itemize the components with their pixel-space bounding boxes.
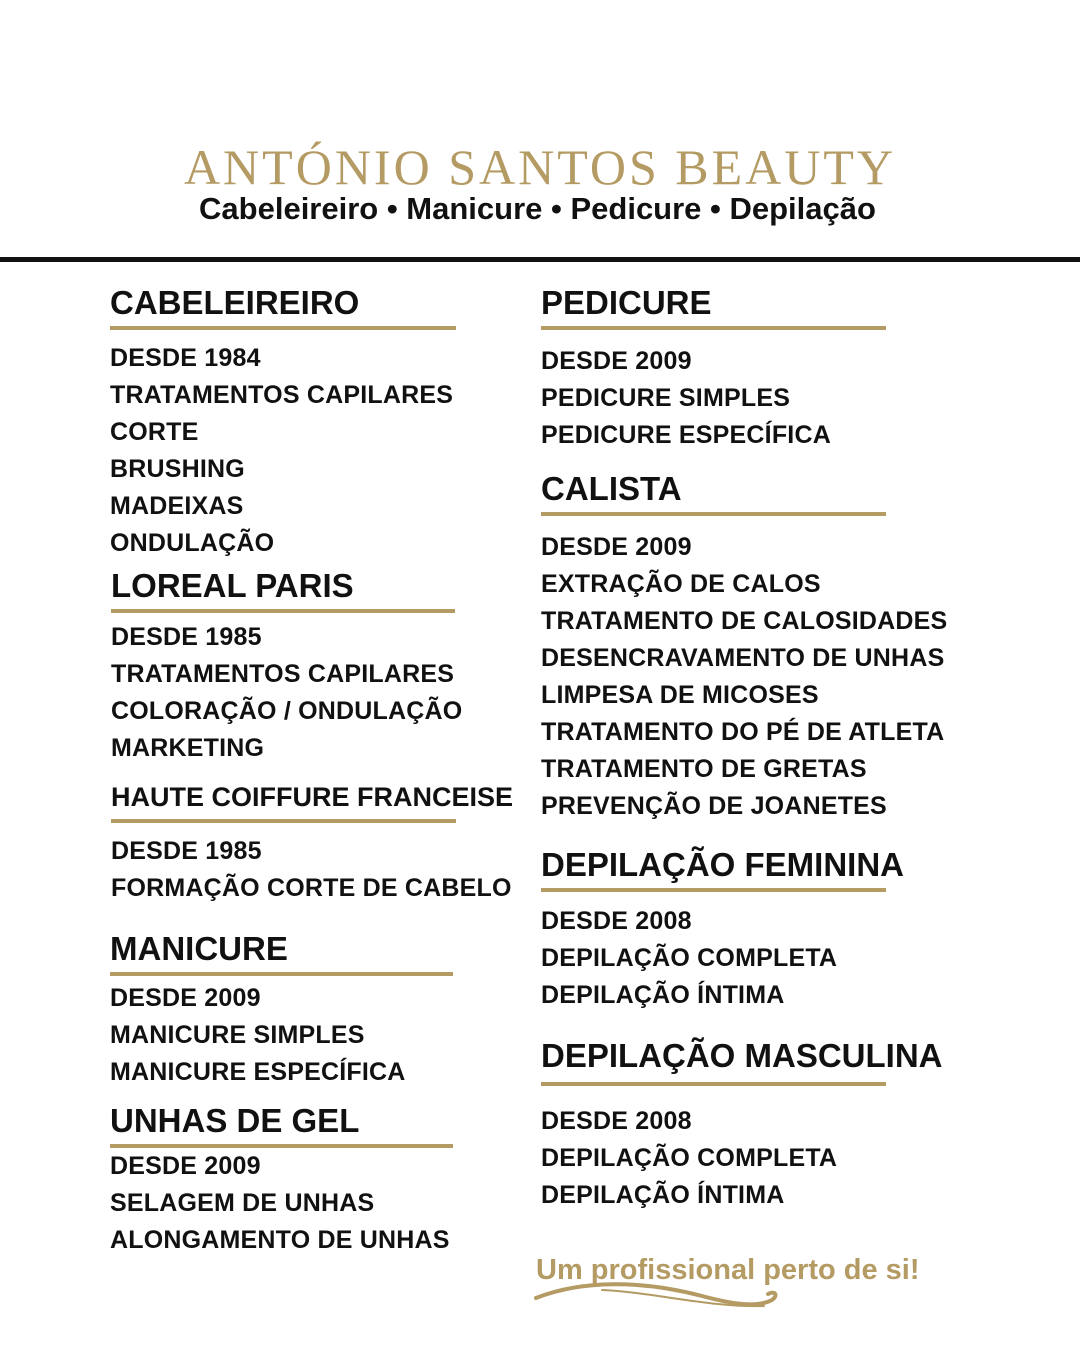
- section-unhas-de-gel: [110, 1101, 453, 1259]
- service-list: [111, 619, 463, 767]
- section-title: DEPILAÇÃO FEMININA: [541, 846, 904, 883]
- list-item: MADEIXAS: [110, 492, 244, 520]
- section-title: LOREAL PARIS: [111, 567, 354, 604]
- list-item: TRATAMENTOS CAPILARES: [110, 381, 454, 409]
- section-depilacao-feminina: [541, 845, 904, 1014]
- section-depilacao-masculina: [541, 1036, 943, 1214]
- slogan: Um profissional perto de si!: [536, 1254, 920, 1286]
- section-title: HAUTE COIFFURE FRANCEISE: [111, 782, 514, 812]
- list-item: FORMAÇÃO CORTE DE CABELO: [111, 874, 512, 902]
- gold-divider: [541, 326, 886, 330]
- section-cabeleireiro: [110, 283, 456, 562]
- list-item: DESDE 2009: [541, 533, 692, 561]
- list-item: MARKETING: [111, 734, 265, 762]
- gold-divider: [110, 326, 456, 330]
- list-item: DEPILAÇÃO ÍNTIMA: [541, 1181, 785, 1209]
- list-item: DESDE 2009: [110, 984, 261, 1012]
- section-title: PEDICURE: [541, 284, 712, 321]
- list-item: MANICURE SIMPLES: [110, 1021, 365, 1049]
- list-item: EXTRAÇÃO DE CALOS: [541, 570, 821, 598]
- list-item: TRATAMENTOS CAPILARES: [111, 660, 455, 688]
- list-item: CORTE: [110, 418, 199, 446]
- service-list: [110, 340, 456, 562]
- section-pedicure: [541, 283, 886, 454]
- list-item: TRATAMENTO DO PÉ DE ATLETA: [541, 718, 945, 746]
- section-title: UNHAS DE GEL: [110, 1102, 360, 1139]
- list-item: DESDE 2008: [541, 907, 692, 935]
- list-item: SELAGEM DE UNHAS: [110, 1189, 375, 1217]
- list-item: MANICURE ESPECÍFICA: [110, 1058, 406, 1086]
- list-item: ONDULAÇÃO: [110, 529, 275, 557]
- tagline: Cabeleireiro • Manicure • Pedicure • Depilação: [199, 191, 876, 226]
- section-title: CALISTA: [541, 470, 682, 507]
- section-title: CABELEIREIRO: [110, 284, 360, 321]
- list-item: TRATAMENTO DE CALOSIDADES: [541, 607, 948, 635]
- gold-divider: [111, 819, 456, 823]
- list-item: BRUSHING: [110, 455, 245, 483]
- list-item: DESDE 1985: [111, 623, 262, 651]
- list-item: PEDICURE ESPECÍFICA: [541, 421, 831, 449]
- list-item: DEPILAÇÃO ÍNTIMA: [541, 981, 785, 1009]
- list-item: ALONGAMENTO DE UNHAS: [110, 1226, 450, 1254]
- list-item: PEDICURE SIMPLES: [541, 384, 791, 412]
- list-item: DEPILAÇÃO COMPLETA: [541, 1144, 838, 1172]
- header-divider: [0, 257, 1080, 262]
- list-item: DESDE 1985: [111, 837, 262, 865]
- section-calista: [541, 469, 948, 825]
- service-list: [541, 903, 886, 1014]
- service-list: [111, 833, 512, 907]
- list-item: COLORAÇÃO / ONDULAÇÃO: [111, 697, 463, 725]
- section-title: DEPILAÇÃO MASCULINA: [541, 1037, 943, 1074]
- section-title: MANICURE: [110, 930, 288, 967]
- gold-divider: [541, 888, 886, 892]
- section-manicure: [110, 929, 453, 1091]
- gold-divider: [111, 609, 455, 613]
- gold-divider: [541, 512, 886, 516]
- gold-divider: [110, 972, 453, 976]
- service-list: [541, 1103, 886, 1214]
- swoosh-underline-icon: [532, 1268, 782, 1316]
- list-item: DEPILAÇÃO COMPLETA: [541, 944, 838, 972]
- gold-divider: [541, 1082, 886, 1086]
- service-list: [541, 529, 948, 825]
- brand-title: ANTÓNIO SANTOS BEAUTY: [183, 139, 897, 195]
- service-list: [110, 980, 453, 1091]
- section-loreal-paris: [111, 566, 463, 767]
- list-item: LIMPESA DE MICOSES: [541, 681, 819, 709]
- list-item: DESDE 2009: [110, 1152, 261, 1180]
- service-list: [541, 343, 886, 454]
- list-item: PREVENÇÃO DE JOANETES: [541, 792, 887, 820]
- list-item: TRATAMENTO DE GRETAS: [541, 755, 867, 783]
- list-item: DESENCRAVAMENTO DE UNHAS: [541, 644, 945, 672]
- section-haute-coiffure: [111, 778, 514, 907]
- list-item: DESDE 1984: [110, 344, 261, 372]
- list-item: DESDE 2008: [541, 1107, 692, 1135]
- service-list: [110, 1148, 453, 1259]
- list-item: DESDE 2009: [541, 347, 692, 375]
